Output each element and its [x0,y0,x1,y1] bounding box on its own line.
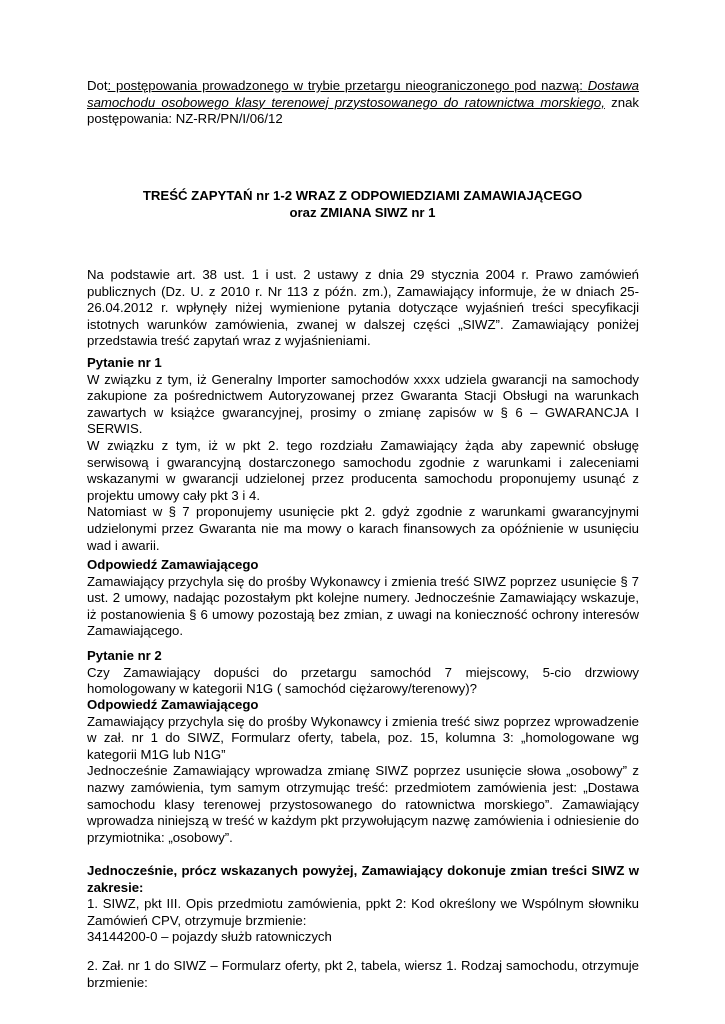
siwz-changes [87,863,639,946]
siwz-change-item-1: 1. SIWZ, pkt III. Opis przedmiotu zamówienia, ppkt 2: Kod określony we Wspólnym słowniku Zamówień CPV, otrzymuje brzmienie: [87,896,639,928]
doc-title-line2: oraz ZMIANA SIWZ nr 1 [289,205,436,220]
question-1-heading: Pytanie nr 1 [87,355,162,370]
siwz-changes-heading: Jednocześnie, prócz wskazanych powyżej, Zamawiający dokonuje zmian treści SIWZ w zakresie: [87,863,639,895]
intro-paragraph: Na podstawie art. 38 ust. 1 i ust. 2 ustawy z dnia 29 stycznia 2004 r. Prawo zamówień publicznych (Dz. U. z 2010 r. Nr 113 z późn. zm.), Zamawiający informuje, że w dniach 25-26.04.2012 r. wpłynęły niżej wymienione pytania dotyczące wyjaśnień treści specyfikacji istotnych warunków zamówienia, zwanej w dalszej części „SIWZ”. Zamawiający poniżej przedstawia treść zapytań wraz z wyjaśnieniami. [87,267,639,349]
procurement-mark: znak postępowania: NZ-RR/PN/I/06/12 [87,94,639,127]
dot-text: : postępowania prowadzonego w trybie przetargu nieograniczonego pod nazwą: [107,78,588,93]
procurement-subject: Dostawa samochodu osobowego klasy terenowej przystosowanego do ratownictwa morskiego, [87,78,639,110]
question-1-paragraph-1: W związku z tym, iż Generalny Importer samochodów xxxx udziela gwarancji na samochody zakupione za pośrednictwem Autoryzowanej przez Gwaranta Stacji Obsługi na warunkach zawartych w książce gwarancyjnej, prosimy o zmianę zapisów w § 6 – GWARANCJA I SERWIS. [87,371,639,437]
siwz-change-item-2: 2. Zał. nr 1 do SIWZ – Formularz oferty, pkt 2, tabela, wiersz 1. Rodzaj samochodu, otrzymuje brzmienie: [87,958,639,990]
dot-prefix: Dot [87,78,108,93]
answer-1-heading: Odpowiedź Zamawiającego [87,557,259,572]
siwz-change-item-1-code: 34144200-0 – pojazdy służb ratowniczych [87,929,332,945]
question-2-text: Czy Zamawiający dopuści do przetargu samochód 7 miejscowy, 5-cio drzwiowy homologowany w kategorii N1G ( samochód ciężarowy/terenowy)? [87,664,639,697]
question-1 [87,355,639,554]
question-2 [87,648,639,698]
answer-1 [87,557,639,640]
subject-reference [87,78,639,128]
question-1-paragraph-3: Natomiast w § 7 proponujemy usunięcie pkt 2. gdyż zgodnie z warunkami gwarancyjnymi udzielonymi przez Gwaranta nie ma mowy o karach finansowych za opóźnienie w usunięciu wad i awarii. [87,504,639,553]
answer-2-paragraph-2: Jednocześnie Zamawiający wprowadza zmianę SIWZ poprzez usunięcie słowa „osobowy” z nazwy zamówienia, tym samym otrzymując treść: przedmiotem zamówienia jest: „Dostawa samochodu klasy terenowej przystosowanego do ratownictwa morskiego”. Zamawiający wprowadza niniejszą w treść w każdym pkt przywołującym nazwę zamówienia i odniesienie do przymiotnika: „osobowy”. [87,763,639,845]
question-1-paragraph-2: W związku z tym, iż w pkt 2. tego rozdziału Zamawiający żąda aby zapewnić obsługę serwisową i gwarancyjną dostarczonego samochodu zgodnie z warunkami i zaleceniami wskazanymi w gwarancji udzielonej przez producenta samochodu proponujemy usunąć z projektu umowy cały pkt 3 i 4. [87,437,639,503]
answer-2-paragraph-1: Zamawiający przychyla się do prośby Wykonawcy i zmienia treść siwz poprzez wprowadzenie w zał. nr 1 do SIWZ, Formularz oferty, tabela, poz. 15, kolumna 3: „homologowane wg kategorii M1G lub N1G” [87,713,639,762]
question-2-heading: Pytanie nr 2 [87,648,162,663]
doc-title-line1: TREŚĆ ZAPYTAŃ nr 1-2 WRAZ Z ODPOWIEDZIAMI ZAMAWIAJĄCEGO [142,188,583,203]
answer-1-text: Zamawiający przychyla się do prośby Wykonawcy i zmienia treść SIWZ poprzez usunięcie § 7 ust. 2 umowy, nadając pozostałym pkt kolejne numery. Jednocześnie Zamawiający wskazuje, iż postanowienia § 6 umowy pozostają bez zmian, z uwagi na konieczność ochrony interesów Zamawiającego. [87,573,639,639]
answer-2-heading: Odpowiedź Zamawiającego [87,697,259,712]
answer-2 [87,697,639,846]
